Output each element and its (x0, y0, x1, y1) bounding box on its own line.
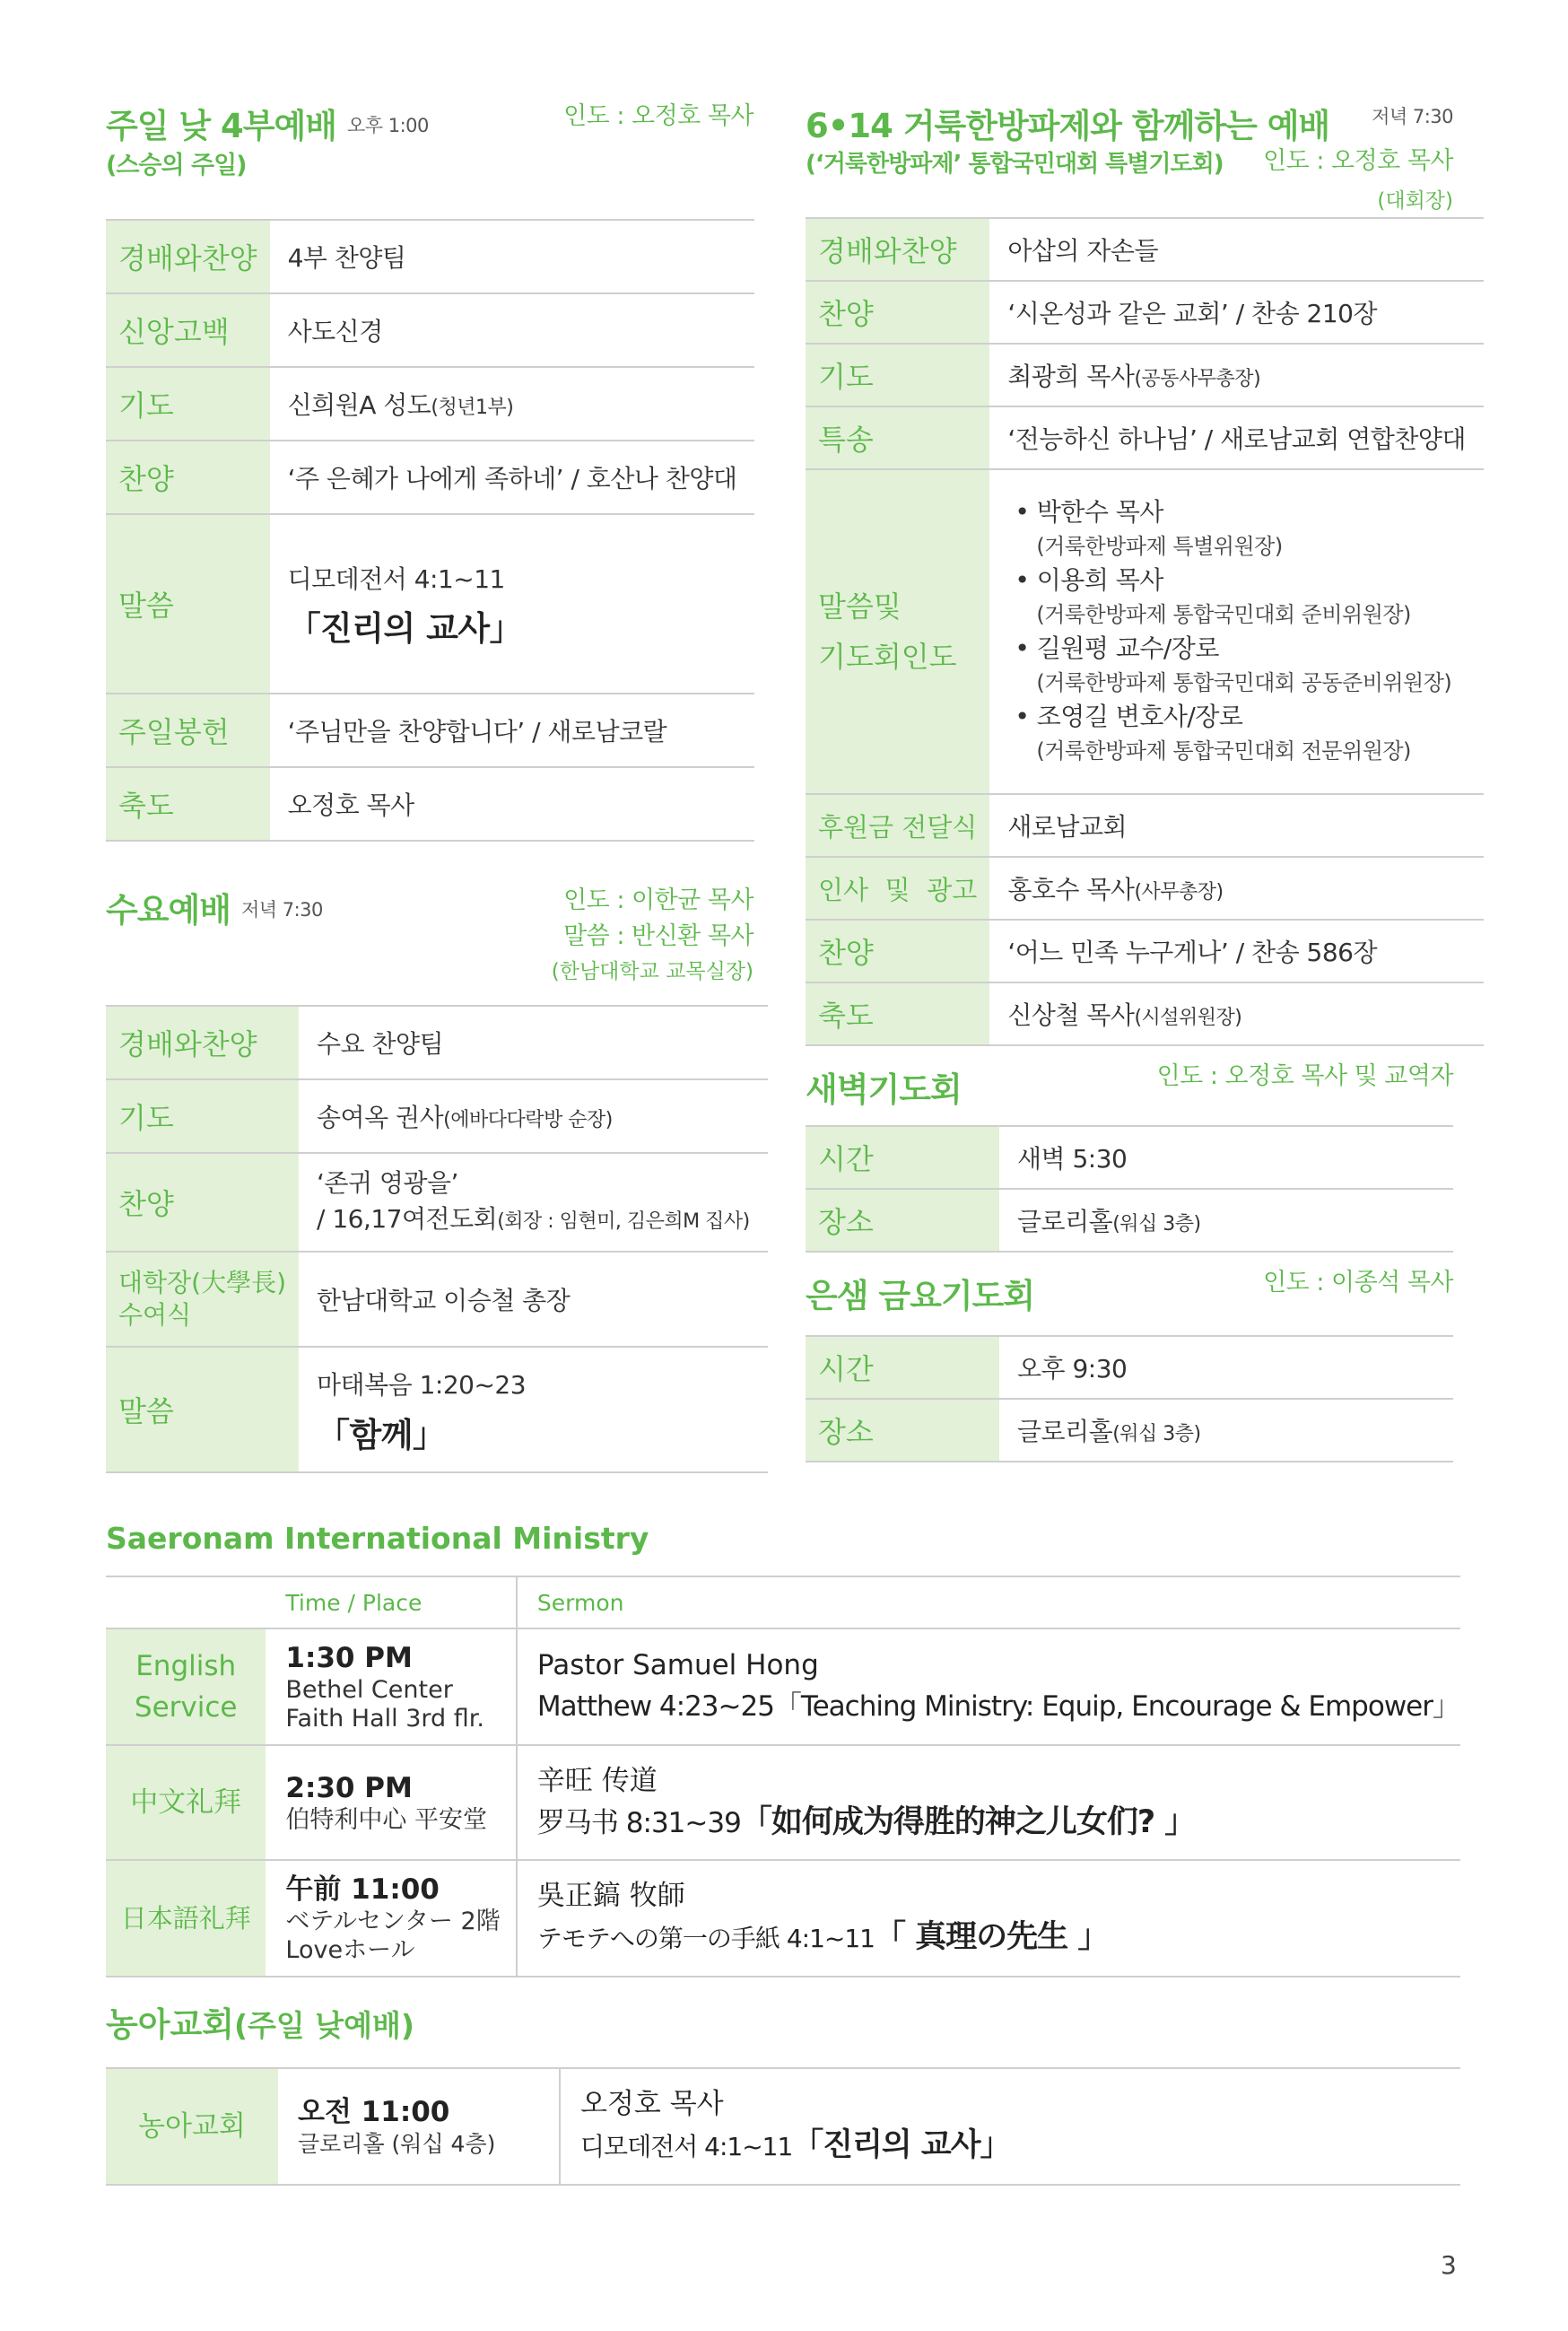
order-label: 말씀 (106, 1347, 299, 1472)
nonga-row (106, 2068, 1460, 2185)
order-row (806, 218, 1484, 281)
prayer-note: (에바다다락방 순장) (443, 1109, 613, 1131)
order-value: ‘전능하신 하나님’ / 새로남교회 연합찬양대 (989, 406, 1484, 469)
sermon-title: 「진리의 교사」 (792, 2127, 1011, 2163)
nonga-place: 글로리홀 (워십 4층) (298, 2131, 496, 2157)
prayer-name: 송여옥 권사 (317, 1103, 444, 1132)
order-value: 새로남교회 (989, 794, 1484, 857)
order-value (270, 514, 755, 694)
place-note: (워십 3층) (1112, 1213, 1201, 1235)
sermon-title: 「如何成为得胜的神之儿女们? 」 (740, 1803, 1196, 1840)
nonga-title-suffix: (주일 낮예배) (233, 2008, 415, 2043)
order-value (989, 982, 1484, 1045)
sunday4-order-table (106, 219, 754, 842)
nonga-title-main: 농아교회 (106, 2005, 234, 2044)
service-time-place (266, 1745, 517, 1860)
speaker-item: • 이용희 목사 (1015, 565, 1163, 595)
order-value: ‘주 은혜가 나에게 족하네’ / 호산나 찬양대 (270, 441, 755, 514)
service-label (106, 1628, 266, 1745)
order-label: 말씀 (106, 514, 270, 694)
order-label: 찬양 (106, 1153, 299, 1252)
order-row (106, 1006, 768, 1079)
international-row (106, 1628, 1460, 1745)
prayer-name: 신희원A 성도 (287, 390, 431, 420)
order-row (806, 344, 1484, 406)
service-time: 2:30 PM (285, 1772, 413, 1804)
service-sermon (517, 1860, 1460, 1977)
order-label-line1: 대학장(大學長) (118, 1268, 286, 1297)
nonga-sermon (560, 2068, 1460, 2185)
sermon-title: 「함께」 (317, 1416, 446, 1454)
service-label: 中文礼拜 (106, 1745, 266, 1860)
hymn-title: ‘존귀 영광을’ (317, 1167, 458, 1198)
order-label-line1: 말씀및 (818, 589, 902, 624)
service-pastor: Pastor Samuel Hong (536, 1649, 819, 1681)
order-value (999, 1399, 1453, 1462)
sunday4-title: 주일 낮 4부예배 (106, 107, 336, 145)
order-label: 신앙고백 (106, 293, 270, 367)
sunday4-header (106, 99, 754, 197)
order-label: 경배와찬양 (806, 218, 989, 281)
order-value (299, 1153, 768, 1252)
scripture-ref: 마태복음 1:20~23 (317, 1370, 527, 1400)
speaker-role: (거룩한방파제 특별위원장) (1036, 534, 1283, 559)
order-label: 축도 (106, 767, 270, 841)
place-name: 글로리홀 (1017, 1207, 1113, 1236)
service-time-place (266, 1628, 517, 1745)
wednesday-time: 저녁 7:30 (240, 899, 323, 921)
dawn-table (806, 1125, 1453, 1253)
speaker-item: • 박한수 목사 (1015, 497, 1163, 527)
prayer-name: 최광희 목사 (1007, 362, 1135, 391)
prayer-note: (공동사무총장) (1134, 368, 1261, 390)
nonga-table (106, 2067, 1460, 2186)
friday-header (806, 1265, 1453, 1335)
special614-time: 저녁 7:30 (1372, 106, 1453, 127)
special614-lead-note: (대회장) (1377, 189, 1453, 213)
order-label: 인사 및 광고 (806, 857, 989, 920)
service-place: Bethel Center (285, 1676, 453, 1704)
order-label: 시간 (806, 1126, 999, 1189)
order-value: 오정호 목사 (270, 767, 755, 841)
order-label: 경배와찬양 (106, 220, 270, 293)
choir-name: / 16,17여전도회 (317, 1203, 498, 1234)
wednesday-order-table (106, 1005, 768, 1473)
international-row (106, 1860, 1460, 1977)
dawn-title: 새벽기도회 (806, 1070, 962, 1109)
order-label: 특송 (806, 406, 989, 469)
order-value (999, 1189, 1453, 1252)
order-row (106, 1153, 768, 1252)
order-row (106, 367, 754, 441)
header-time-place: Time / Place (266, 1576, 517, 1628)
order-value (299, 1079, 768, 1153)
wednesday-lead: 인도 : 이한균 목사 (563, 886, 754, 914)
service-time-place (266, 1860, 517, 1977)
order-row (806, 1399, 1453, 1462)
order-row (806, 1189, 1453, 1252)
speaker-name: 길원평 교수/장로 (1036, 633, 1219, 663)
order-row (806, 1336, 1453, 1399)
order-value: 새벽 5:30 (999, 1126, 1453, 1189)
order-row (806, 469, 1484, 794)
nonga-time-place (278, 2068, 560, 2185)
wednesday-preacher-note: (한남대학교 교목실장) (551, 960, 754, 983)
special614-header (806, 99, 1453, 217)
order-row (106, 514, 754, 694)
order-label (106, 1252, 299, 1347)
scripture-ref: テモテへの第一の手紙 4:1~11 (536, 1924, 875, 1953)
order-label (806, 469, 989, 794)
sermon-title: 「 真理の先生 」 (874, 1919, 1109, 1955)
prayer-note: (청년1부) (431, 397, 514, 419)
order-value (989, 344, 1484, 406)
order-value (270, 367, 755, 441)
service-place: ベテルセンター 2階 (285, 1908, 501, 1935)
order-row (106, 767, 754, 841)
nonga-scripture (580, 2124, 1459, 2169)
order-value (299, 1347, 768, 1472)
nonga-pastor: 오정호 목사 (580, 2088, 724, 2120)
header-blank (106, 1576, 266, 1628)
wednesday-preacher: 말씀 : 반신환 목사 (563, 922, 754, 950)
service-pastor: 辛旺 传道 (536, 1764, 658, 1797)
friday-table (806, 1335, 1453, 1462)
order-row (106, 694, 754, 767)
order-value: ‘시온성과 같은 교회’ / 찬송 210장 (989, 281, 1484, 344)
service-time: 午前 11:00 (285, 1873, 440, 1906)
order-row (106, 1347, 768, 1472)
service-sermon (517, 1628, 1460, 1745)
order-value: 사도신경 (270, 293, 755, 367)
order-row (806, 794, 1484, 857)
order-value: 수요 찬양팀 (299, 1006, 768, 1079)
international-header-row (106, 1576, 1460, 1628)
order-row (806, 1126, 1453, 1189)
service-pastor: 吳正鎬 牧師 (536, 1880, 685, 1912)
service-scripture (537, 1916, 1459, 1960)
international-table (106, 1576, 1460, 1977)
order-label: 경배와찬양 (106, 1006, 299, 1079)
sunday4-subtitle: (스승의 주일) (106, 152, 247, 179)
choir-line (317, 1201, 750, 1240)
order-value: 4부 찬양팀 (270, 220, 755, 293)
friday-title: 은샘 금요기도회 (806, 1277, 1035, 1315)
announcer-name: 홍호수 목사 (1007, 875, 1135, 904)
service-label: 日本語礼拜 (106, 1860, 266, 1977)
international-title: Saeronam International Ministry (106, 1521, 649, 1556)
order-row (106, 1252, 768, 1347)
service-place: 伯特利中心 平安堂 (285, 1806, 487, 1834)
service-scripture (537, 1801, 1459, 1845)
order-label-line2: 기도회인도 (818, 640, 957, 674)
wednesday-header (106, 883, 754, 992)
service-label-line2: Service (134, 1691, 238, 1724)
scripture-ref: 디모데전서 4:1~11 (580, 2132, 793, 2161)
speaker-list (989, 469, 1484, 794)
speaker-role: (거룩한방파제 통합국민대회 공동준비위원장) (1036, 670, 1452, 695)
order-row (806, 281, 1484, 344)
order-value: 아삽의 자손들 (989, 218, 1484, 281)
order-row (106, 293, 754, 367)
order-label: 장소 (806, 1189, 999, 1252)
sermon-title: 「진리의 교사」 (287, 609, 523, 648)
order-label: 기도 (106, 367, 270, 441)
special614-subtitle: (‘거룩한방파제’ 통합국민대회 특별기도회) (806, 151, 1224, 178)
nonga-time: 오전 11:00 (298, 2096, 450, 2128)
place-note: (워십 3층) (1112, 1423, 1201, 1445)
service-place: Loveホール (285, 1936, 415, 1964)
service-label-line1: English (135, 1650, 237, 1682)
special614-title: 6•14 거룩한방파제와 함께하는 예배 (806, 107, 1330, 145)
sermon-title: 「Teaching Ministry: Equip, Encourage & Empower」 (773, 1690, 1459, 1723)
order-row (806, 406, 1484, 469)
order-label: 시간 (806, 1336, 999, 1399)
order-value: ‘주님만을 찬양합니다’ / 새로남코랄 (270, 694, 755, 767)
order-row (106, 441, 754, 514)
order-label: 주일봉헌 (106, 694, 270, 767)
nonga-label: 농아교회 (106, 2068, 278, 2185)
nonga-title (106, 1997, 1460, 2046)
scripture-ref: 罗马书 8:31~39 (536, 1806, 741, 1839)
order-row (806, 857, 1484, 920)
order-label: 찬양 (806, 920, 989, 982)
order-row (806, 982, 1484, 1045)
order-label: 장소 (806, 1399, 999, 1462)
special614-order-table (806, 217, 1484, 1046)
place-name: 글로리홀 (1017, 1417, 1113, 1446)
speaker-role: (거룩한방파제 통합국민대회 전문위원장) (1036, 738, 1411, 764)
international-section (106, 1521, 1460, 2186)
international-row (106, 1745, 1460, 1860)
speaker-role: (거룩한방파제 통합국민대회 준비위원장) (1036, 602, 1411, 627)
order-label: 기도 (106, 1079, 299, 1153)
choir-note: (회장 : 임현미, 김은희M 집사) (497, 1209, 750, 1233)
special614-lead: 인도 : 오정호 목사 (1263, 147, 1453, 175)
sunday4-time: 오후 1:00 (346, 115, 429, 136)
dawn-header (806, 1059, 1453, 1125)
order-row (106, 220, 754, 293)
header-sermon: Sermon (517, 1576, 1460, 1628)
left-column (106, 99, 754, 1473)
speaker-item: • 조영길 변호사/장로 (1015, 702, 1243, 731)
order-value: ‘어느 민족 누구게나’ / 찬송 586장 (989, 920, 1484, 982)
order-value: 한남대학교 이승철 총장 (299, 1252, 768, 1347)
order-row (806, 920, 1484, 982)
order-row (106, 1079, 768, 1153)
friday-lead: 인도 : 이종석 목사 (1263, 1269, 1453, 1296)
service-place: Faith Hall 3rd flr. (285, 1705, 484, 1733)
dawn-lead: 인도 : 오정호 목사 및 교역자 (1156, 1062, 1453, 1090)
order-value: 오후 9:30 (999, 1336, 1453, 1399)
wednesday-title: 수요예배 (106, 891, 231, 930)
order-label-line2: 수여식 (118, 1300, 192, 1330)
order-label: 기도 (806, 344, 989, 406)
service-scripture (537, 1685, 1459, 1728)
order-label: 축도 (806, 982, 989, 1045)
order-label: 후원금 전달식 (806, 794, 989, 857)
order-label: 찬양 (106, 441, 270, 514)
service-time: 1:30 PM (285, 1642, 413, 1674)
speaker-name: 조영길 변호사/장로 (1036, 702, 1243, 731)
scripture-ref: Matthew 4:23~25 (536, 1690, 774, 1723)
benediction-name: 신상철 목사 (1007, 1000, 1135, 1030)
speaker-name: 이용희 목사 (1036, 565, 1163, 595)
order-value (989, 857, 1484, 920)
service-sermon (517, 1745, 1460, 1860)
benediction-note: (시설위원장) (1134, 1007, 1242, 1029)
speaker-name: 박한수 목사 (1036, 497, 1163, 527)
announcer-note: (사무총장) (1134, 881, 1224, 904)
order-label: 찬양 (806, 281, 989, 344)
scripture-ref: 디모데전서 4:1~11 (287, 564, 505, 594)
sunday4-lead: 인도 : 오정호 목사 (563, 102, 754, 130)
speaker-item: • 길원평 교수/장로 (1015, 633, 1219, 663)
right-column (806, 99, 1466, 1462)
page-number: 3 (1441, 2250, 1457, 2280)
